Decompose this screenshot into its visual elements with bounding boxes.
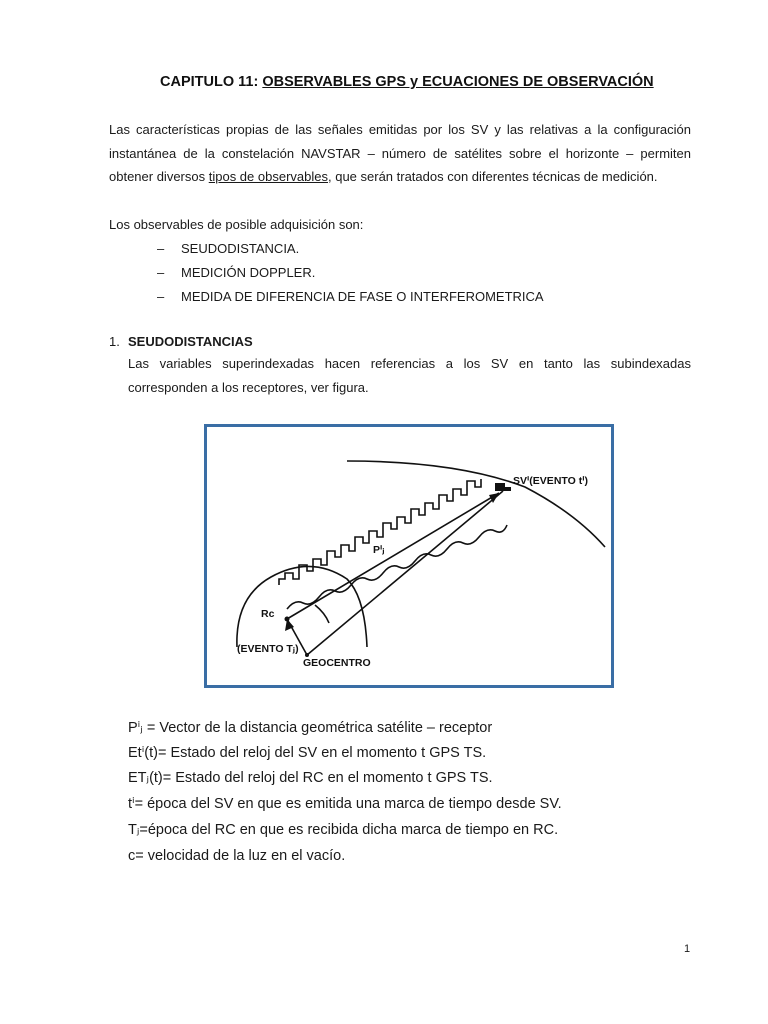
list-item-text: SEUDODISTANCIA. <box>181 241 300 256</box>
definition-line: ETⱼ(t)= Estado del reloj del RC en el momento t GPS TS. <box>128 770 493 786</box>
list-intro: Los observables de posible adquisición son: <box>109 217 364 232</box>
label-sv-evento: SVⁱ(EVENTO tⁱ) <box>513 475 589 487</box>
chapter-title-prefix: CAPITULO 11: <box>160 74 263 90</box>
definition-line: Tⱼ=época del RC en que es recibida dicha marca de tiempo en RC. <box>128 822 559 838</box>
label-rc: Rᴄ <box>261 608 275 620</box>
intro-link-tipos-observables: tipos de observables <box>208 169 328 184</box>
satellite-icon <box>495 483 511 491</box>
earth-arc <box>237 566 367 647</box>
section-number: 1. <box>109 334 120 349</box>
section-paragraph: Las variables superindexadas hacen referencias a los SV en tanto las subindexadas corresponden a los receptores, ver figura. <box>128 356 691 395</box>
page-number: 1 <box>684 943 691 955</box>
definition-line: c= velocidad de la luz en el vacío. <box>128 848 346 864</box>
section-title: SEUDODISTANCIAS <box>128 334 253 349</box>
range-vector <box>287 493 499 619</box>
label-evento-tj: (EVENTO Tⱼ) <box>237 643 299 655</box>
label-p: Pⁱⱼ <box>373 544 385 556</box>
intro-paragraph <box>109 118 691 189</box>
chapter-title-main: OBSERVABLES GPS y ECUACIONES DE OBSERVACIÓN <box>262 74 654 90</box>
intro-text-a: Las características propias de las señales emitidas por los SV y las relativas a la configuración instantánea de la constelación NAVSTAR – número de satélites sobre el horizonte – permiten obtener diversos <box>109 122 691 184</box>
bullet-dash: – <box>157 265 165 280</box>
definition-line: Etⁱ(t)= Estado del reloj del SV en el momento t GPS TS. <box>128 745 487 761</box>
receiver-point <box>285 617 290 622</box>
code-pulse-train <box>279 479 481 585</box>
definition-line: Pⁱⱼ = Vector de la distancia geométrica satélite – receptor <box>128 720 493 736</box>
pseudorange-figure <box>204 424 614 688</box>
list-item-text: MEDICIÓN DOPPLER. <box>181 265 316 280</box>
definition-line: tⁱ= época del SV en que es emitida una marca de tiempo desde SV. <box>128 796 562 812</box>
orbit-arc <box>347 461 605 547</box>
bullet-dash: – <box>157 241 165 256</box>
chapter-title <box>160 74 654 90</box>
bullet-dash: – <box>157 289 165 304</box>
label-geocentro: GEOCENTRO <box>303 657 371 669</box>
angle-arc <box>315 605 329 623</box>
list-item-text: MEDIDA DE DIFERENCIA DE FASE O INTERFEROMETRICA <box>181 289 544 304</box>
intro-text-b: , que serán tratados con diferentes técnicas de medición. <box>327 169 658 184</box>
